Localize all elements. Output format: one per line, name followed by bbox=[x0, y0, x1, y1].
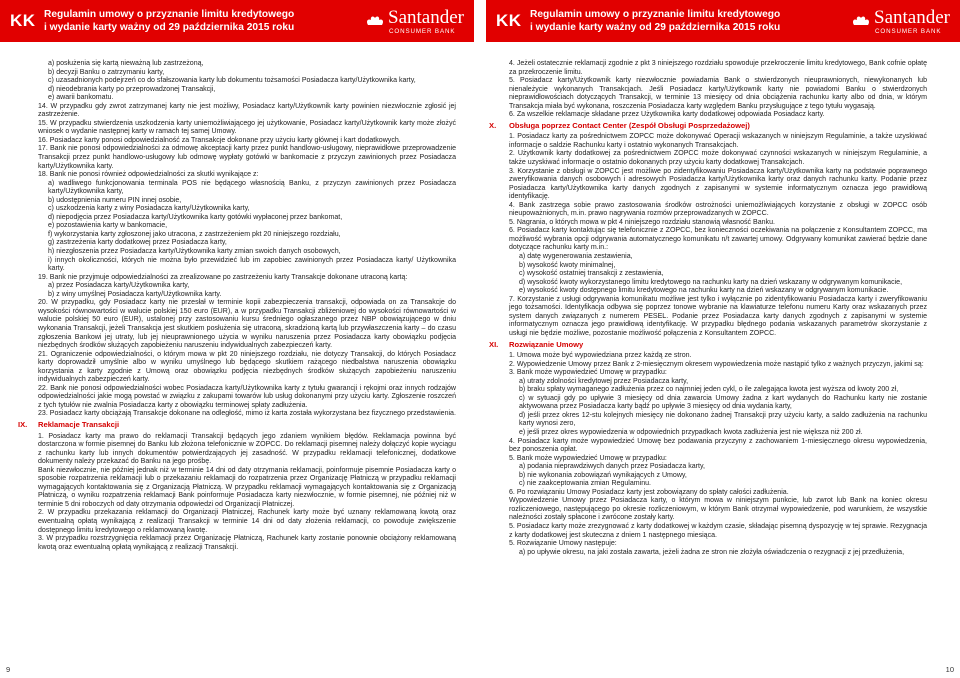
paragraph: a) utraty zdolności kredytowej przez Posiadacza karty, bbox=[519, 377, 689, 385]
paragraph: d) wysokość kwoty wykorzystanego limitu kredytowego na rachunku karty na dzień wskazany w odgrywanym komunikacie, bbox=[519, 278, 903, 286]
paragraph: 21. Ograniczenie odpowiedzialności, o którym mowa w pkt 20 niniejszego rozdziału, nie dotyczy Transakcji, do których Posiadacz karty doprowadził umyślnie albo w wyniku umyślnego lub będącego skutkiem rażącego niedbalstwa naruszenia obowiązku korzystania z karty zgodnie z Umową oraz obowiązku podjęcia niezbędnych środków służących zapobieżeniu naruszeniu indywidualnych zabezpieczeń karty. bbox=[38, 350, 456, 384]
paragraph: f) wykorzystania karty zgłoszonej jako utracona, z zastrzeżeniem pkt 20 niniejszego rozdziału, bbox=[48, 230, 341, 238]
paragraph: 2. W przypadku przekazania reklamacji do Organizacji Płatniczej, Rachunek karty może być uznany reklamowaną kwotą oraz ewentualną opłatą wynikającą z realizacji Transakcji w terminie 14 dni od daty złożenia reklamacji, co powoduje zwiększenie dostępnego limitu kredytowego o reklamowaną kwotę. bbox=[38, 509, 456, 534]
brand-name: Santander bbox=[874, 6, 950, 28]
paragraph: 1. Posiadacz karty za pośrednictwem ZOPCC może dokonywać Operacji wskazanych w niniejszym Regulaminie, a także uzyskiwać informacje o saldzie Rachunku karty i ostatnio wykonanych Transakcjach. bbox=[509, 133, 927, 149]
page-number-left: 9 bbox=[6, 665, 11, 674]
right-paragraphs-3 bbox=[509, 352, 927, 557]
paragraph: a) po upływie okresu, na jaki została zawarta, jeżeli żadna ze stron nie złożyła oświadczenia o rezygnacji z jej przedłużenia, bbox=[519, 548, 905, 556]
paragraph: 5. Rozwiązanie Umowy następuje: bbox=[509, 540, 617, 548]
paragraph: a) posłużenia się kartą nieważną lub zastrzeżoną, bbox=[48, 60, 204, 67]
section-heading-ix bbox=[18, 421, 456, 430]
paragraph: d) niepodjęcia przez Posiadacza karty/Użytkownika karty gotówki wypłaconej przez bankomat, bbox=[48, 213, 343, 221]
paragraph: b) decyzji Banku o zatrzymaniu karty, bbox=[48, 68, 165, 76]
paragraph: e) awarii bankomatu. bbox=[48, 94, 114, 102]
flame-icon bbox=[851, 7, 871, 27]
paragraph: a) przez Posiadacza karty/Użytkownika karty, bbox=[48, 282, 190, 290]
paragraph: c) wysokość ostatniej transakcji z zestawienia, bbox=[519, 270, 664, 278]
paragraph: 4. Bank zastrzega sobie prawo zastosowania środków ostrożności uniemożliwiających korzystanie z obsługi w ZOPCC osób nieupoważnionych, m.in. prawo nagrywania rozmów przeprowadzanych w ZOPCC. bbox=[509, 201, 927, 218]
header-title-line2: i wydanie karty ważny od 29 października 2015 roku bbox=[530, 22, 781, 33]
paragraph: 19. Bank nie przyjmuje odpowiedzialności za zrealizowane po zastrzeżeniu karty Transakcje dokonane utraconą kartą: bbox=[38, 273, 408, 281]
header-title bbox=[44, 8, 365, 34]
paragraph: 6. Posiadacz karty kontaktując się telefonicznie z ZOPCC, bez konieczności oczekiwania na połączenie z Konsultantem ZOPCC, ma możliwość wybrania opcji odgrywania automatycznego komunikatu n/t zawartej umowy. Odgrywany komunikat zawierać będzie dane dotyczące rachunku karty m.in.: bbox=[509, 227, 927, 252]
paragraph: 3. Bank może wypowiedzieć Umowę w przypadku: bbox=[509, 369, 667, 377]
paragraph: c) uszkodzenia karty z winy Posiadacza karty/Użytkownika karty, bbox=[48, 205, 250, 213]
header-title-line2: i wydanie karty ważny od 29 października 2015 roku bbox=[44, 22, 295, 33]
paragraph: Wypowiedzenie Umowy przez Posiadacza karty, o którym mowa w niniejszym punkcie, lub zwrot lub Bank na koniec okresu rozliczeniowego, następującego po okresie rozliczeniowym, w którym Bank otrzymał wypowiedzenie, pod warunkiem, że wszystkie należności zostały spłacone i zwrócone zostały karty. bbox=[509, 497, 927, 522]
paragraph: 6. Za wszelkie reklamacje składane przez Użytkownika karty dodatkowej odpowiada Posiadacz karty. bbox=[509, 111, 825, 119]
paragraph: b) nie wykonania zobowiązań wynikających z Umowy, bbox=[519, 471, 687, 479]
right-paragraphs-1 bbox=[509, 60, 927, 120]
paragraph: h) niezgłoszenia przez Posiadacza karty/Użytkownika karty zmian swoich danych osobowych, bbox=[48, 248, 341, 256]
paragraph: 3. W przypadku rozstrzygnięcia reklamacji przez Organizację Płatniczą, Rachunek karty zostanie ponownie obciążony reklamowaną kwotą oraz ewentualną opłatą wynikającą z realizacji Transakcji. bbox=[38, 535, 456, 551]
paragraph: b) z winy umyślnej Posiadacza karty/Użytkownika karty. bbox=[48, 290, 222, 298]
paragraph: 3. Korzystanie z obsługi w ZOPCC jest możliwe po zidentyfikowaniu Posiadacza karty/Użytkownika karty na podstawie poprawnego zweryfikowania danych osobowych i adresowych Posiadacza karty/Użytkownika karty oraz danych rachunku karty. Podanie przez Posiadacza karty/Użytkownika karty danych zgodnych z zapisanymi w systemie informatycznym oznacza jego prawidłową identyfikację. bbox=[509, 167, 927, 201]
paragraph: 1. Umowa może być wypowiedziana przez każdą ze stron. bbox=[509, 352, 692, 360]
left-column bbox=[18, 60, 456, 552]
right-column bbox=[489, 60, 927, 557]
paragraph: 1. Posiadacz karty ma prawo do reklamacji Transakcji będących jego zdaniem wynikiem błędów. Reklamacja powinna być dostarczona w formie pisemnej do Banku lub złożona telefonicznie w ZOPCC. Do reklamacji pisemnej należy dołączyć kopie wyciągu z rachunku karty lub innych dokumentów potwierdzających jej zasadność. W przypadku reklamacji telefonicznej, dodatkowe dokumenty należy przekazać do Banku na jego prośbę. bbox=[38, 432, 456, 466]
kk-logo: KK bbox=[10, 11, 36, 30]
flame-icon bbox=[365, 7, 385, 27]
paragraph: 16. Posiadacz karty ponosi odpowiedzialność za Transakcje dokonane przy użyciu karty głównej i kart dodatkowych. bbox=[38, 136, 401, 144]
section-title: Rozwiązanie Umowy bbox=[509, 339, 584, 349]
paragraph: 2. Użytkownik karty dodatkowej za pośrednictwem ZOPCC może dokonywać czynności wskazanych w niniejszym Regulaminie, a także uzyskiwać informacje o ostatnio dokonanych przy użyciu karty dodatkowej Transakcjach. bbox=[509, 150, 927, 167]
paragraph: a) datę wygenerowania zestawienia, bbox=[519, 253, 633, 261]
paragraph: c) w sytuacji gdy po upływie 3 miesięcy od dnia zawarcia Umowy żadna z kart wydanych do Rachunku karty nie zostanie aktywowana przez Posiadacza karty bądź po upływie 3 miesięcy od dnia wydania karty, bbox=[519, 394, 927, 411]
section-title: Obsługa poprzez Contact Center (Zespół Obsługi Posprzedażowej) bbox=[509, 120, 750, 130]
right-paragraphs-2 bbox=[509, 133, 927, 338]
left-paragraphs-1 bbox=[38, 60, 456, 419]
page-number-right: 10 bbox=[945, 665, 954, 674]
santander-logo bbox=[851, 7, 950, 35]
header-right bbox=[486, 0, 960, 42]
header-title bbox=[530, 8, 851, 34]
left-paragraphs-2 bbox=[38, 433, 456, 553]
paragraph: b) udostępnienia numeru PIN innej osobie, bbox=[48, 196, 182, 204]
paragraph: g) zastrzeżenia karty dodatkowej przez Posiadacza karty, bbox=[48, 239, 227, 247]
paragraph: e) jeśli przez okres wypowiedzenia w odpowiednich przypadkach kwota zadłużenia jest nie większa niż 200 zł. bbox=[519, 428, 863, 436]
paragraph: b) wysokość kwoty minimalnej, bbox=[519, 261, 616, 269]
paragraph: 17. Bank nie ponosi odpowiedzialności za odmowę akceptacji karty przez punkt handlowo-usługowy, nieprawidłowe przeprowadzenie Transakcji przez punkt handlowo-usługowy lub odmowę wypłaty gotówki w bankomacie z przyczyn zawinionych przez Posiadacza karty/Użytkownika karty. bbox=[38, 145, 456, 170]
paragraph: 23. Posiadacz karty obciążają Transakcje dokonane na odległość, mimo iż karta została wykorzystana bez fizycznego przedstawienia. bbox=[38, 410, 456, 418]
paragraph: 15. W przypadku stwierdzenia uszkodzenia karty uniemożliwiającego jej użytkowanie, Posiadacz karty/Użytkownik karty może złożyć wniosek o wydanie następnej karty w ramach tej samej Umowy. bbox=[38, 119, 456, 136]
brand-sub: CONSUMER BANK bbox=[389, 28, 456, 35]
paragraph: e) pozostawienia karty w bankomacie, bbox=[48, 222, 168, 230]
brand-name: Santander bbox=[388, 6, 464, 28]
paragraph: 20. W przypadku, gdy Posiadacz karty nie przesłał w terminie kopii zabezpieczenia transakcji, odpowiada on za Transakcje do wysokości równowartości w walucie polskiej 150 euro (EUR), a w przypadku Transakcji zbliżeniowej do wysokości równowartości w walucie polskiej 50 euro (EUR), ustalonej przy zastosowaniu kursu średniego ogłaszanego przez NBP obowiązującego w dniu wykonania Transakcji, jeżeli Transakcja jest skutkiem posłużenia się utraconą, skradzioną kartą lub przywłaszczenia karty – do czasu zgłoszenia Bankowi jej utraty, lub jej nieuprawnionego użycia w wyniku naruszenia przez Posiadacza karty obowiązku podjęcia niezbędnych środków służących zapobieżeniu naruszeniu indywidualnych zabezpieczeń karty. bbox=[38, 299, 456, 350]
section-number: XI. bbox=[489, 339, 499, 349]
paragraph: b) braku spłaty wymaganego zadłużenia przez co najmniej jeden cykl, o ile zalegająca kwota jest wyższa od kwoty 200 zł, bbox=[519, 386, 899, 394]
section-heading-x bbox=[489, 122, 927, 131]
section-number: IX. bbox=[18, 419, 28, 429]
paragraph: a) podania nieprawdziwych danych przez Posiadacza karty, bbox=[519, 463, 705, 471]
paragraph: 18. Bank nie ponosi również odpowiedzialności za skutki wynikające z: bbox=[38, 171, 259, 179]
santander-logo bbox=[365, 7, 464, 35]
header-title-line1: Regulamin umowy o przyznanie limitu kredytowego bbox=[44, 9, 295, 20]
brand-sub: CONSUMER BANK bbox=[875, 28, 942, 35]
paragraph: 22. Bank nie ponosi odpowiedzialności wobec Posiadacza karty/Użytkownika karty z tytułu gwarancji i rękojmi oraz innych rodzajów odpowiedzialności jakie mogą powstać w związku z zakupami towarów lub usług dokonanymi przy użyciu karty. Zgłoszenie roszczeń z tych tytułów nie zwalnia Posiadacza karty z obowiązku terminowej spłaty zadłużenia. bbox=[38, 384, 456, 409]
paragraph: e) wysokość kwoty dostępnego limitu kredytowego na rachunku karty na dzień wskazany w odgrywanym komunikacie. bbox=[519, 287, 889, 295]
section-heading-xi bbox=[489, 341, 927, 350]
paragraph: 2. Wypowiedzenie Umowy przez Bank z 2-miesięcznym okresem wypowiedzenia może nastąpić tylko z ważnych przyczyn, jakimi są: bbox=[509, 360, 924, 368]
paragraph: c) uzasadnionych podejrzeń co do sfałszowania karty lub dokumentu tożsamości Posiadacza karty/Użytkownika karty, bbox=[48, 77, 416, 85]
paragraph: 5. Posiadacz karty może zrezygnować z karty dodatkowej w każdym czasie, składając pisemną dyspozycję w tej sprawie. Rezygnacja z karty dodatkowej jest skuteczna z dniem 1 następnego miesiąca. bbox=[509, 522, 927, 539]
paragraph: 7. Korzystanie z usługi odgrywania komunikatu możliwe jest tylko i wyłącznie po zidentyfikowaniu Posiadacza karty i zweryfikowaniu jego tożsamości. Identyfikacja odbywa się poprzez tonowe wybranie na klawiaturze telefonu numeru Karty oraz wskazanych przez system danych związanych z numerem PESEL. Podanie przez Posiadacza karty danych zgodnych z zapisanymi w systemie informatycznym oznacza jego prawidłową identyfikację. W przypadku błędnego podania wskazanych parametrów skorzystanie z usługi nie będzie możliwe, pozostanie możliwość połączenia z Konsultantem ZOPCC. bbox=[509, 295, 927, 337]
paragraph: 14. W przypadku gdy zwrot zatrzymanej karty nie jest możliwy, Posiadacz karty/Użytkownik karty powinien niezwłocznie zgłosić jej zastrzeżenie. bbox=[38, 102, 456, 119]
paragraph: Bank niezwłocznie, nie później jednak niż w terminie 14 dni od daty otrzymania reklamacji, poinformuje pisemnie Posiadacza karty o sposobie rozpatrzenia reklamacji lub o przekazaniu reklamacji do rozpatrzenia przez Organizację Płatniczą w przypadku reklamacji wymagających kontaktowania się z Organizacją Płatniczą. W przypadku reklamacji wymagających kontaktowania się z Organizacją Płatniczą, o wyniku rozpatrzenia reklamacji Bank poinformuje Posiadacza karty niezwłocznie, w formie pisemnej, nie później niż w terminie 5 dni roboczych od daty otrzymania odpowiedzi od Organizacji Płatniczej. bbox=[38, 466, 456, 508]
section-title: Reklamacje Transakcji bbox=[38, 419, 120, 429]
paragraph: 5. Nagrania, o których mowa w pkt 4 niniejszego rozdziału stanowią własność Banku. bbox=[509, 218, 775, 226]
paragraph: 4. Jeżeli ostatecznie reklamacji zgodnie z pkt 3 niniejszego rozdziału spowoduje przekroczenie limitu kredytowego, Bank cofnie opłatę za przekroczenie limitu. bbox=[509, 60, 927, 76]
paragraph: c) nie zaakceptowania zmian Regulaminu. bbox=[519, 480, 652, 488]
header-left bbox=[0, 0, 474, 42]
kk-logo: KK bbox=[496, 11, 522, 30]
section-number: X. bbox=[489, 120, 497, 130]
paragraph: 5. Bank może wypowiedzieć Umowę w przypadku: bbox=[509, 454, 667, 462]
paragraph: a) wadliwego funkcjonowania terminala POS nie będącego własnością Banku, z przyczyn zawinionych przez Posiadacza karty/Użytkownika karty, bbox=[48, 179, 456, 196]
paragraph: i) innych okoliczności, których nie można było przewidzieć lub im zapobiec zawinionych przez Posiadacza karty/ Użytkownika karty. bbox=[48, 256, 456, 273]
header-title-line1: Regulamin umowy o przyznanie limitu kredytowego bbox=[530, 9, 781, 20]
paragraph: 5. Posiadacz karty/Użytkownik karty niezwłocznie powiadamia Bank o stwierdzonych nieuprawnionych, niewykonanych lub nienależycie wykonanych Transakcjach. Jeśli Posiadacz karty/Użytkownik karty nie powiadomi Banku o stwierdzonych nieprawidłowościach dotyczących Transakcji, w terminie 13 miesięcy od dnia obciążenia rachunku karty albo od dnia, w którym Transakcja miała być wykonana, roszczenia Posiadacza karty względem Banku przysługujące z tego tytułu wygasają. bbox=[509, 77, 927, 110]
paragraph: d) nieodebrania karty po przeprowadzonej Transakcji, bbox=[48, 85, 216, 93]
paragraph: 6. Po rozwiązaniu Umowy Posiadacz karty jest zobowiązany do spłaty całości zadłużenia. bbox=[509, 488, 789, 496]
paragraph: d) jeśli przez okres 12-stu kolejnych miesięcy nie dokonano żadnej Transakcji przy użyciu karty, a saldo zadłużenia na rachunku karty wynosi zero, bbox=[519, 411, 927, 428]
paragraph: 4. Posiadacz karty może wypowiedzieć Umowę bez podawania przyczyny z zachowaniem 1-miesięcznego okresu wypowiedzenia, bez ponoszenia opłat. bbox=[509, 437, 927, 454]
